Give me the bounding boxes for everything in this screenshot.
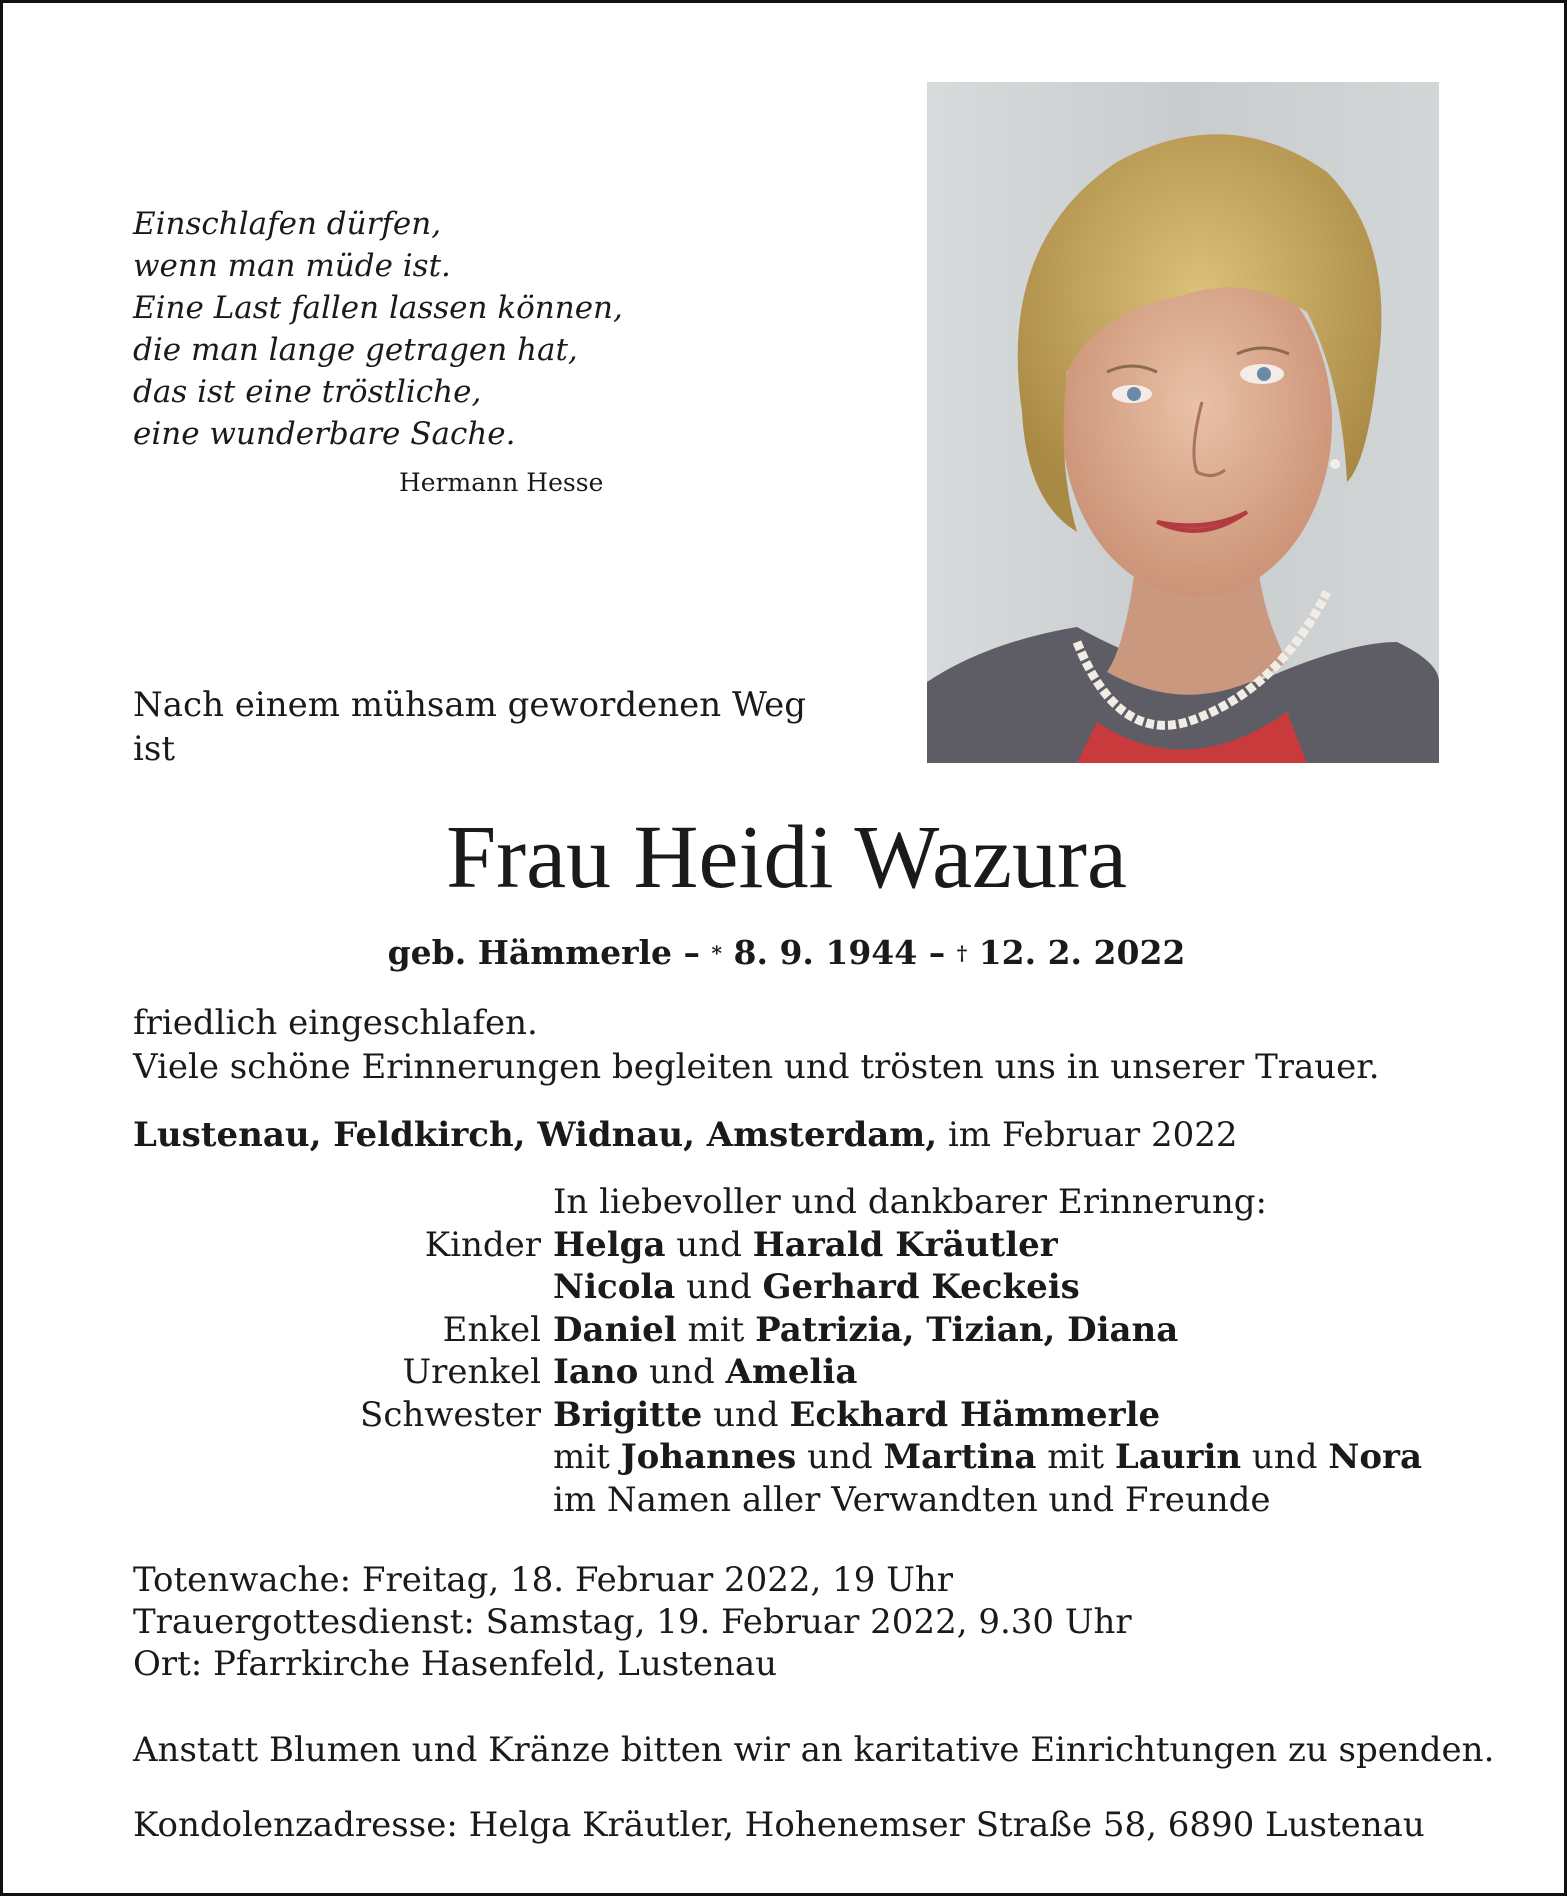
family-members xyxy=(553,1351,857,1394)
family-member-name: Eckhard Hämmerle xyxy=(789,1394,1161,1435)
intro-line: ist xyxy=(133,729,175,769)
family-member-name: Martina xyxy=(883,1437,1037,1477)
family-heading: In liebevoller und dankbarer Erinnerung: xyxy=(553,1182,1267,1222)
poem-author: Hermann Hesse xyxy=(399,468,604,497)
donation-note: Anstatt Blumen und Kränze bitten wir an karitative Einrichtungen zu spenden. xyxy=(133,1730,1495,1770)
poem-line: Einschlafen dürfen, xyxy=(133,206,442,242)
family-relation-label: Enkel xyxy=(442,1309,541,1350)
mass-info: Trauergottesdienst: Samstag, 19. Februar 2022, 9.30 Uhr xyxy=(133,1602,1132,1642)
family-connector: mit xyxy=(676,1309,756,1350)
family-member-name: Brigitte xyxy=(553,1394,703,1435)
family-row xyxy=(133,1224,1453,1267)
family-row xyxy=(133,1266,1453,1309)
family-rows xyxy=(133,1224,1453,1522)
family-heading-row xyxy=(133,1181,1453,1224)
poem-line: die man lange getragen hat, xyxy=(133,332,578,368)
family-members xyxy=(553,1309,1178,1352)
family-member-name: Iano xyxy=(553,1352,639,1392)
death-date: 12. 2. 2022 xyxy=(978,933,1186,972)
birth-date: 8. 9. 1944 – xyxy=(733,933,946,972)
family-connector: und xyxy=(665,1224,753,1265)
family-member-name: Amelia xyxy=(725,1352,858,1392)
poem xyxy=(133,203,623,455)
condolence-address: Kondolenzadresse: Helga Kräutler, Hohenemser Straße 58, 6890 Lustenau xyxy=(133,1805,1425,1845)
family-connector: im Namen aller Verwandten und Freunde xyxy=(553,1479,1271,1520)
wake-info: Totenwache: Freitag, 18. Februar 2022, 19 Uhr xyxy=(133,1560,954,1600)
family-relation-label: Urenkel xyxy=(402,1352,541,1392)
family-connector: und xyxy=(1241,1437,1329,1477)
poem-line: Eine Last fallen lassen können, xyxy=(133,290,623,326)
family-member-name: Nicola xyxy=(553,1267,676,1307)
portrait-photo xyxy=(927,82,1439,763)
family-member-name: Nora xyxy=(1328,1437,1422,1477)
family-relation-label: Schwester xyxy=(360,1394,541,1435)
family-relation-label xyxy=(133,1266,553,1309)
poem-line: wenn man müde ist. xyxy=(133,248,451,284)
family-members xyxy=(553,1394,1160,1437)
birth-symbol: * xyxy=(711,941,722,965)
family-row xyxy=(133,1436,1453,1479)
family-connector: und xyxy=(675,1267,763,1307)
family-member-name: Patrizia, Tizian, Diana xyxy=(755,1309,1179,1350)
places-date: im Februar 2022 xyxy=(947,1115,1238,1155)
poem-line: das ist eine tröstliche, xyxy=(133,374,482,410)
places: Lustenau, Feldkirch, Widnau, Amsterdam, xyxy=(133,1115,938,1155)
family-member-name: Helga xyxy=(553,1224,666,1265)
announcement-line: Viele schöne Erinnerungen begleiten und trösten uns in unserer Trauer. xyxy=(133,1047,1380,1087)
family-connector: und xyxy=(796,1437,884,1477)
intro-text xyxy=(133,683,806,771)
family-connector: und xyxy=(638,1352,726,1392)
family-row xyxy=(133,1351,1453,1394)
family-row xyxy=(133,1309,1453,1352)
places-line xyxy=(133,1113,1238,1157)
family-section xyxy=(133,1181,1453,1521)
deceased-name: Frau Heidi Wazura xyxy=(446,808,1127,907)
location-info: Ort: Pfarrkirche Hasenfeld, Lustenau xyxy=(133,1644,778,1684)
family-row xyxy=(133,1479,1453,1522)
family-relation-label xyxy=(133,1479,553,1522)
announcement-text xyxy=(133,1001,1380,1089)
family-relation-label: Kinder xyxy=(424,1224,541,1265)
family-members xyxy=(553,1224,1058,1267)
poem-line: eine wunderbare Sache. xyxy=(133,416,516,452)
service-details xyxy=(133,1559,1132,1685)
family-member-name: Gerhard Keckeis xyxy=(762,1267,1080,1307)
intro-line: Nach einem mühsam gewordenen Weg xyxy=(133,685,807,725)
family-connector: mit xyxy=(553,1437,621,1477)
announcement-line: friedlich eingeschlafen. xyxy=(133,1003,538,1043)
family-member-name: Johannes xyxy=(620,1437,797,1477)
maiden-name: geb. Hämmerle – xyxy=(387,933,701,972)
family-members xyxy=(553,1479,1271,1522)
family-relation-label xyxy=(133,1436,553,1479)
family-connector: und xyxy=(702,1394,790,1435)
family-connector: mit xyxy=(1036,1437,1115,1477)
family-members xyxy=(553,1436,1422,1479)
family-member-name: Harald Kräutler xyxy=(752,1224,1058,1265)
family-members xyxy=(553,1266,1080,1309)
family-row xyxy=(133,1394,1453,1437)
portrait-illustration xyxy=(927,82,1439,763)
family-member-name: Laurin xyxy=(1114,1437,1242,1477)
birth-death-line xyxy=(3,931,1567,979)
family-member-name: Daniel xyxy=(553,1309,677,1350)
death-symbol: † xyxy=(956,941,968,965)
